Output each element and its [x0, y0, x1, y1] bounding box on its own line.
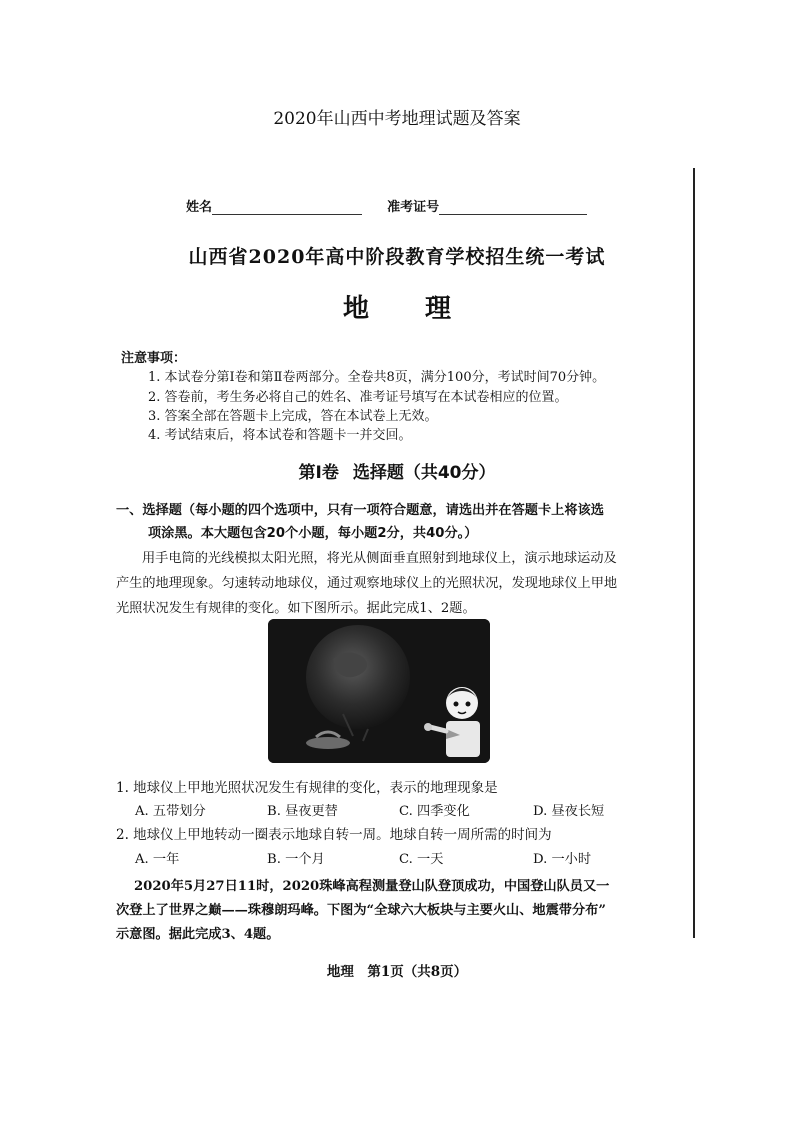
page-footer: 地理 第1页（共8页）: [326, 964, 468, 980]
question-2-stem: 2. 地球仪上甲地转动一圈表示地球自转一周。地球自转一周所需的时间为: [116, 827, 552, 843]
question-2-option-c: C. 一天: [399, 852, 444, 867]
globe-icon: [306, 625, 410, 729]
section-part: 第Ⅰ卷: [298, 463, 339, 483]
question-1-option-d: D. 昼夜长短: [533, 804, 605, 819]
question-2-option-b: B. 一个月: [267, 852, 325, 867]
intro-paragraph-line: 光照状况发生有规律的变化。如下图所示。据此完成1、2题。: [116, 601, 476, 616]
note-item: 3. 答案全部在答题卡上完成，答在本试卷上无效。: [148, 409, 438, 424]
question-1-option-c: C. 四季变化: [399, 804, 470, 819]
question-1-option-a: A. 五带划分: [135, 804, 206, 819]
scan-edge-line: [693, 168, 695, 938]
subject-char-1: 地: [342, 294, 369, 324]
subject-title: [0, 288, 794, 325]
paragraph-2-line: 次登上了世界之巅——珠穆朗玛峰。下图为“全球六大板块与主要火山、地震带分布”: [116, 903, 606, 918]
instruction-line: 项涂黑。本大题包含20个小题，每小题2分，共40分。）: [148, 526, 478, 541]
question-2-option-a: A. 一年: [135, 852, 180, 867]
flashlight-icon: [424, 723, 432, 731]
note-item: 2. 答卷前，考生务必将自己的姓名、准考证号填写在本试卷相应的位置。: [148, 390, 568, 405]
section-name: 选择题（共40分）: [352, 463, 496, 483]
subject-char-2: 理: [425, 294, 452, 324]
exam-title: 山西省2020年高中阶段教育学校招生统一考试: [188, 246, 606, 268]
exam-id-blank: [439, 214, 587, 215]
paragraph-2-line: 2020年5月27日11时，2020珠峰高程测量登山队登顶成功，中国登山队员又一: [134, 879, 610, 894]
candidate-info-row: [186, 196, 587, 215]
globe-photo-illustration: [268, 619, 490, 763]
name-blank: [212, 214, 362, 215]
paragraph-2-line: 示意图。据此完成3、4题。: [116, 927, 280, 942]
globe-stand-icon: [306, 737, 350, 749]
name-label: 姓名: [186, 200, 213, 215]
globe-flashlight-photo: [268, 619, 490, 763]
intro-paragraph-line: 产生的地理现象。匀速转动地球仪，通过观察地球仪上的光照状况，发现地球仪上甲地: [116, 576, 618, 591]
question-2-option-d: D. 一小时: [533, 852, 592, 867]
instruction-line: 一、选择题（每小题的四个选项中，只有一项符合题意，请选出并在答题卡上将该选: [116, 503, 604, 518]
question-1-stem: 1. 地球仪上甲地光照状况发生有规律的变化，表示的地理现象是: [116, 780, 498, 796]
question-1-option-b: B. 昼夜更替: [267, 804, 338, 819]
notes-heading: 注意事项：: [121, 351, 187, 366]
note-item: 1. 本试卷分第Ⅰ卷和第Ⅱ卷两部分。全卷共8页，满分100分，考试时间70分钟。: [148, 370, 606, 385]
document-title: 2020年山西中考地理试题及答案: [273, 109, 521, 129]
note-item: 4. 考试结束后，将本试卷和答题卡一并交回。: [148, 428, 412, 443]
intro-paragraph-line: 用手电筒的光线模拟太阳光照，将光从侧面垂直照射到地球仪上，演示地球运动及: [142, 551, 617, 566]
exam-id-label: 准考证号: [387, 200, 440, 215]
section-title: [0, 458, 794, 483]
